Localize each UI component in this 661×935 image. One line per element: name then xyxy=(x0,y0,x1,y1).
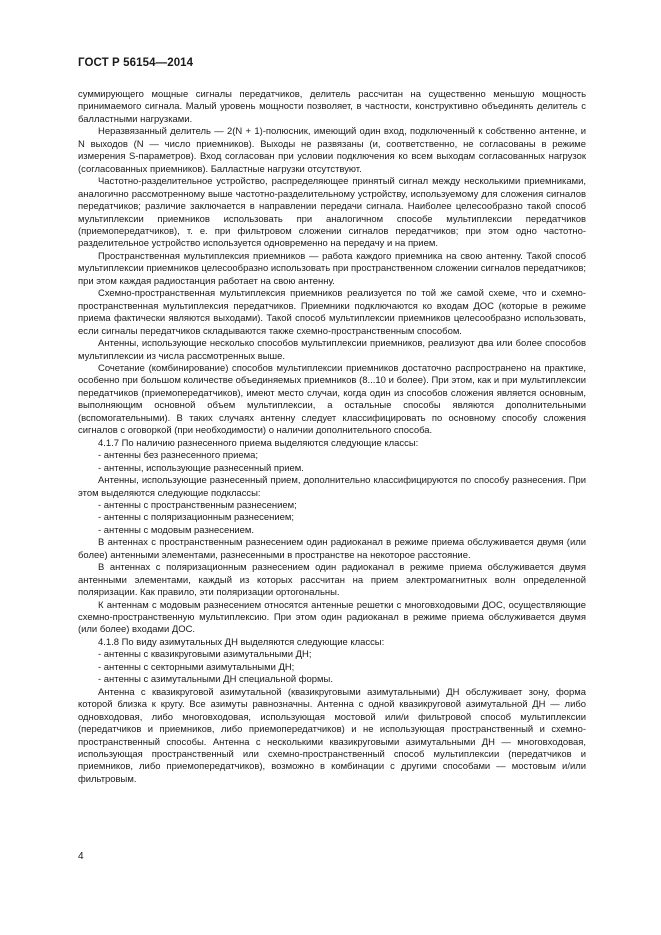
section-heading-4-1-8: 4.1.8 По виду азимутальных ДН выделяются следующие классы: xyxy=(98,636,385,648)
list-item: - антенны с секторными азимутальными ДН; xyxy=(98,661,295,673)
paragraph: Сочетание (комбинирование) способов мультиплексии приемников достаточно распространено на практике, особенно при большом количестве объединяемых приемников (8...10 и более). При этом, как и при мультиплексии передатчиков (приемопередатчиков), имеют место случаи, когда один из способов сложения является основным, выполняющим основной объем мультиплексии, а остальные способы являются дополнительными (вспомогательными). В таких случаях антенну следует классифицировать по основному способу сложения сигналов с оговоркой (при необходимости) о наличии дополнительного способа. xyxy=(78,362,586,437)
paragraph: В антеннах с пространственным разнесением один радиоканал в режиме приема обслуживается двумя (или более) антенными элементами, разнесенными в пространстве на некоторое расстояние. xyxy=(78,537,586,561)
section-heading-4-1-7: 4.1.7 По наличию разнесенного приема выделяются следующие классы: xyxy=(98,437,419,449)
list-item: - антенны без разнесенного приема; xyxy=(98,450,258,462)
paragraph: Схемно-пространственная мультиплексия приемников реализуется по той же самой схеме, что и схемно-пространственная мультиплексия передатчиков. Приемники подключаются ко входам ДОС (которые в режиме приема фактически являются выходами). Такой способ мультиплексии приемников целесообразно использовать, если сигналы передатчиков складываются также схемно-пространственным способом. xyxy=(78,288,586,337)
list-item: - антенны с модовым разнесением. xyxy=(98,524,255,536)
document-body xyxy=(78,89,586,786)
list-item: - антенны, использующие разнесенный прием. xyxy=(98,462,304,474)
list-item: - антенны с квазикруговыми азимутальными ДН; xyxy=(98,649,312,661)
paragraph: Антенны, использующие несколько способов мультиплексии приемников, реализуют два или более способов мультиплексии из числа рассмотренных выше. xyxy=(78,338,586,362)
paragraph: Пространственная мультиплексия приемников — работа каждого приемника на свою антенну. Такой способ мультиплексии приемников целесообразно использовать при пространственном сложении сигналов передатчиков; при этом каждая радиостанция работает на свою антенну. xyxy=(78,250,586,287)
paragraph: суммирующего мощные сигналы передатчиков, делитель рассчитан на существенно меньшую мощность принимаемого сигнала. Малый уровень мощности позволяет, в частности, конструктивно объединять делитель с балластными нагрузками. xyxy=(78,89,586,125)
paragraph: Антенны, использующие разнесенный прием, дополнительно классифицируются по способу разнесения. При этом выделяются следующие подклассы: xyxy=(78,475,586,499)
list-item: - антенны с азимутальными ДН специальной формы. xyxy=(98,674,333,686)
paragraph: К антеннам с модовым разнесением относятся антенные решетки с многовходовыми ДОС, осуществляющие схемно-пространственную мультиплексию. При этом один радиоканал в режиме приема обслуживается двумя (или более) входами ДОС. xyxy=(78,599,586,636)
list-item: - антенны с пространственным разнесением; xyxy=(98,499,297,511)
paragraph: Антенна с квазикруговой азимутальной (квазикруговыми азимутальными) ДН обслуживает зону, форма которой близка к кругу. Все азимуты равнозначны. Антенна с одной квазикруговой азимутальной ДН — либо одновходовая, либо многовходовая, использующая мостовой или/и фильтровой способ мультиплексии (передатчиков и приемников, либо приемопередатчиков) и не использующая пространственный и схемно-пространственный способы. Антенна с несколькими квазикруговыми азимутальными ДН — многовходовая, использующая пространственный или схемно-пространственный способ мультиплексии (передатчиков и приемников, либо приемопередатчиков), возможно в комбинации с другими способами — мостовым и/или фильтровым. xyxy=(78,686,586,785)
page-number: 4 xyxy=(78,851,84,862)
document-header: ГОСТ Р 56154—2014 xyxy=(78,57,194,69)
list-item: - антенны с поляризационным разнесением; xyxy=(98,512,294,524)
paragraph: Частотно-разделительное устройство, распределяющее принятый сигнал между несколькими приемниками, аналогично рассмотренному выше частотно-разделительному устройству, используемому для сложения сигналов передатчиков; различие заключается в направлении передачи сигнала. Наиболее целесообразно такой способ мультиплексии приемников использовать при аналогичном способе мультиплексии передатчиков (приемопередатчиков), т. е. при фильтровом сложении сигналов передатчиков; при этом одно частотно-разделительное устройство используется одновременно на передачу и на прием. xyxy=(78,176,586,250)
paragraph: В антеннах с поляризационным разнесением один радиоканал в режиме приема обслуживается двумя антенными элементами, каждый из которых рассчитан на прием электромагнитных волн определенной поляризации. Как правило, эти поляризации ортогональны. xyxy=(78,562,586,599)
paragraph: Неразвязанный делитель — 2(N + 1)-полюсник, имеющий один вход, подключенный к собственно антенне, и N выходов (N — число приемников). Выходы не развязаны (и, соответственно, не согласованы в режиме измерения S-параметров). Вход согласован при условии подключения ко всем выходам согласованных нагрузок (согласованных приемников). Балластные нагрузки отсутствуют. xyxy=(78,126,586,175)
